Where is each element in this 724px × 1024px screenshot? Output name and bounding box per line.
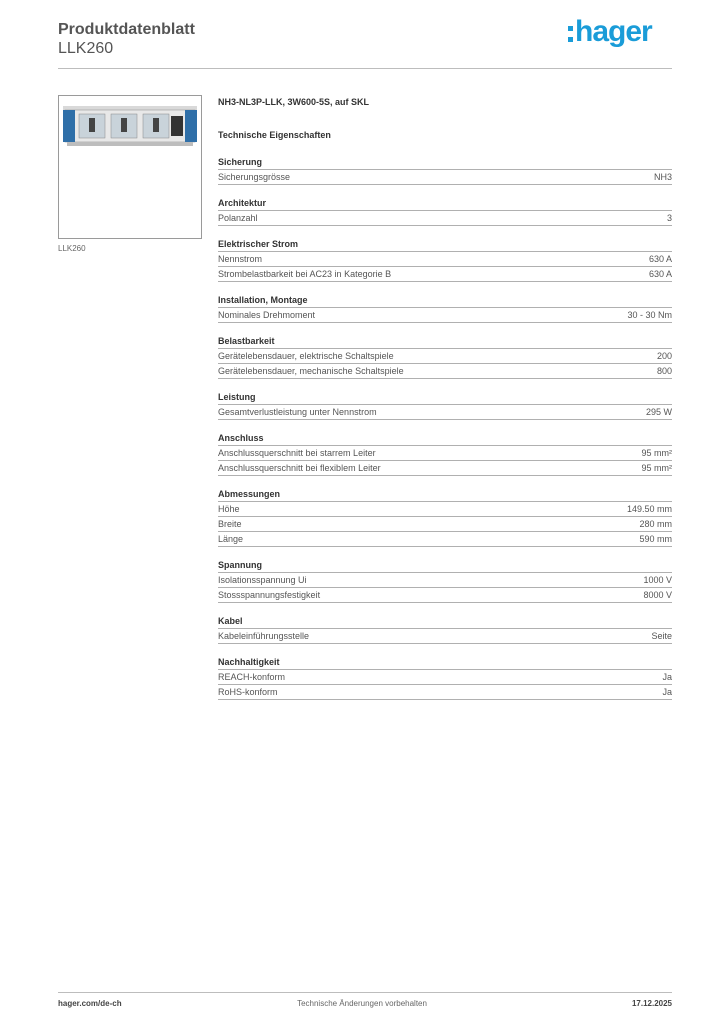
footer-notice: Technische Änderungen vorbehalten: [297, 999, 427, 1008]
spec-label: Sicherungsgrösse: [218, 172, 291, 182]
spec-row: [218, 461, 672, 476]
product-name: NH3-NL3P-LLK, 3W600-5S, auf SKL: [218, 97, 370, 107]
spec-group-kabel: [218, 616, 672, 644]
spec-value: NH3: [653, 172, 672, 182]
spec-label: Gerätelebensdauer, elektrische Schaltspiele: [218, 351, 394, 361]
spec-value: Ja: [662, 672, 672, 682]
spec-label: Nennstrom: [218, 254, 263, 264]
footer-website: hager.com/de-ch: [58, 999, 122, 1008]
spec-label: Anschlussquerschnitt bei flexiblem Leiter: [218, 463, 381, 473]
spec-label: Gerätelebensdauer, mechanische Schaltspiele: [218, 366, 404, 376]
spec-row: [218, 670, 672, 685]
spec-row: [218, 211, 672, 226]
header-divider: [58, 68, 672, 69]
spec-row: [218, 517, 672, 532]
footer-date: 17.12.2025: [631, 999, 672, 1008]
spec-value: 630 A: [648, 269, 672, 279]
spec-label: REACH-konform: [218, 672, 286, 682]
spec-value: Ja: [662, 687, 672, 697]
spec-value: Seite: [651, 631, 672, 641]
spec-group-installation: [218, 295, 672, 323]
spec-group-title: Belastbarkeit: [218, 336, 672, 349]
spec-group-title: Anschluss: [218, 433, 672, 446]
footer-divider: [58, 992, 672, 993]
spec-row: [218, 308, 672, 323]
product-image: [58, 95, 202, 239]
spec-label: Länge: [218, 534, 244, 544]
spec-group-title: Kabel: [218, 616, 672, 629]
logo-colon-icon: [568, 26, 573, 42]
spec-group-title: Abmessungen: [218, 489, 672, 502]
spec-value: 8000 V: [643, 590, 672, 600]
spec-row: [218, 267, 672, 282]
spec-label: Gesamtverlustleistung unter Nennstrom: [218, 407, 377, 417]
spec-value: 200: [656, 351, 672, 361]
product-code: LLK260: [58, 40, 114, 57]
spec-row: [218, 588, 672, 603]
spec-value: 800: [656, 366, 672, 376]
spec-group-nachhaltigkeit: [218, 657, 672, 700]
image-caption: LLK260: [58, 244, 86, 253]
spec-value: 95 mm²: [641, 448, 672, 458]
spec-group-elektrischer-strom: [218, 239, 672, 282]
spec-value: 30 - 30 Nm: [627, 310, 672, 320]
spec-group-title: Spannung: [218, 560, 672, 573]
spec-group-title: Architektur: [218, 198, 672, 211]
spec-row: [218, 405, 672, 420]
spec-group-architektur: [218, 198, 672, 226]
spec-row: [218, 502, 672, 517]
spec-row: [218, 573, 672, 588]
spec-row: [218, 364, 672, 379]
spec-group-title: Nachhaltigkeit: [218, 657, 672, 670]
spec-row: [218, 349, 672, 364]
spec-row: [218, 629, 672, 644]
spec-label: Isolationsspannung Ui: [218, 575, 307, 585]
spec-label: Nominales Drehmoment: [218, 310, 316, 320]
specification-content: [218, 97, 672, 700]
spec-row: [218, 532, 672, 547]
page-title: Produktdatenblatt: [58, 21, 195, 38]
spec-row: [218, 170, 672, 185]
spec-label: Höhe: [218, 504, 240, 514]
spec-row: [218, 252, 672, 267]
logo-wordmark: hager: [575, 15, 652, 48]
spec-group-sicherung: [218, 157, 672, 185]
spec-group-spannung: [218, 560, 672, 603]
spec-value: 3: [666, 213, 672, 223]
spec-value: 590 mm: [639, 534, 672, 544]
spec-value: 630 A: [648, 254, 672, 264]
spec-label: Stossspannungsfestigkeit: [218, 590, 321, 600]
spec-value: 295 W: [645, 407, 672, 417]
spec-group-leistung: [218, 392, 672, 420]
spec-row: [218, 446, 672, 461]
spec-group-title: Sicherung: [218, 157, 672, 170]
switch-disconnector-illustration: [59, 96, 201, 238]
spec-group-title: Installation, Montage: [218, 295, 672, 308]
spec-label: Breite: [218, 519, 242, 529]
spec-value: 149.50 mm: [626, 504, 672, 514]
spec-label: Anschlussquerschnitt bei starrem Leiter: [218, 448, 376, 458]
spec-group-title: Elektrischer Strom: [218, 239, 672, 252]
spec-value: 1000 V: [643, 575, 672, 585]
spec-group-title: Leistung: [218, 392, 672, 405]
spec-group-abmessungen: [218, 489, 672, 547]
spec-row: [218, 685, 672, 700]
section-heading: Technische Eigenschaften: [218, 130, 331, 140]
spec-value: 95 mm²: [641, 463, 672, 473]
hager-logo: [568, 14, 652, 50]
spec-value: 280 mm: [639, 519, 672, 529]
spec-label: Strombelastbarkeit bei AC23 in Kategorie B: [218, 269, 392, 279]
spec-label: Polanzahl: [218, 213, 258, 223]
spec-group-belastbarkeit: [218, 336, 672, 379]
spec-group-anschluss: [218, 433, 672, 476]
spec-label: RoHS-konform: [218, 687, 278, 697]
spec-label: Kabeleinführungsstelle: [218, 631, 310, 641]
